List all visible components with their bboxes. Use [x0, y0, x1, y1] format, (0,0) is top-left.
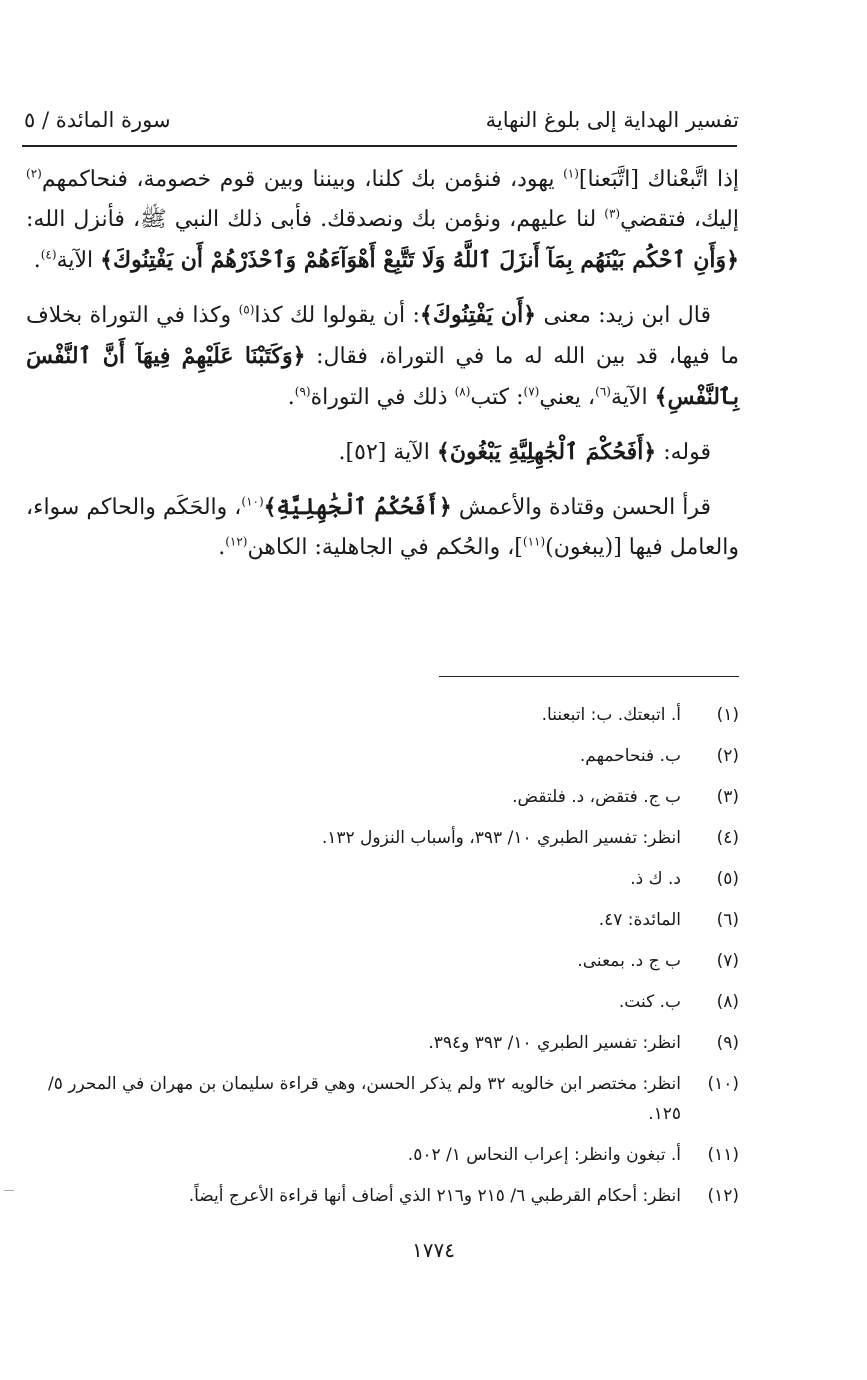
- text-run: ذلك في التوراة: [310, 385, 455, 410]
- text-run: قال ابن زيد: معنى: [536, 303, 711, 328]
- footnote-number: (١٢): [707, 1186, 739, 1206]
- footnote-text: انظر: تفسير الطبري ١٠/ ٣٩٣ و٣٩٤.: [428, 1033, 681, 1053]
- footnote-ref: (١٢): [225, 534, 248, 549]
- footnote-text: انظر: تفسير الطبري ١٠/ ٣٩٣، وأسباب النزول ١٣٢.: [321, 828, 681, 848]
- text-run: يهود، فنؤمن بك كلنا، وبيننا وبين قوم خصومة، فنحاكمهم: [41, 167, 564, 192]
- footnote-number: (١٠): [707, 1074, 739, 1094]
- footnote-item: [26, 741, 739, 771]
- footnote-number: (٤): [716, 828, 739, 848]
- text-run: قرأ الحسن وقتادة والأعمش: [451, 495, 711, 520]
- text-run: إذا اتَّبعْناك [اتَّبَعنا]: [578, 167, 740, 192]
- footnotes-list: [26, 700, 739, 1222]
- text-run: إليك، فتقضي: [620, 207, 739, 232]
- paragraph-1: [26, 160, 739, 281]
- footnote-item: [26, 1028, 739, 1058]
- text-run: وكذا في التوراة بخلاف ما فيها، قد بين الله له ما في التوراة، فقال:: [26, 303, 739, 369]
- paragraph-4: [26, 487, 739, 568]
- footnote-item: [26, 1069, 739, 1129]
- running-header: [24, 100, 739, 140]
- text-run: الآية [٥٢].: [338, 440, 437, 465]
- text-run: ، يعني: [539, 385, 596, 410]
- footnote-item: [26, 1181, 739, 1211]
- footnote-item: [26, 700, 739, 730]
- footnote-text: ب. كنت.: [618, 992, 681, 1012]
- surah-label: سورة المائدة / ٥: [24, 108, 171, 132]
- text-run: الآية: [610, 385, 655, 410]
- footnote-ref: (١١): [522, 534, 546, 549]
- quran-verse: ﴿وَكَتَبْنَا عَلَيْهِمْ فِيهَآ أَنَّ ٱلنَّفْسَ بِٱلنَّفْسِ﴾: [26, 343, 739, 410]
- footnote-text: ب ج د. بمعنى.: [577, 951, 681, 971]
- text-run: .: [218, 535, 226, 560]
- footnote-number: (١): [716, 705, 739, 725]
- text-run: قوله:: [656, 440, 711, 465]
- footnote-text: انظر: مختصر ابن خالويه ٣٢ ولم يذكر الحسن، وهي قراءة سليمان بن مهران في المحرر ٥/ ١٢٥.: [47, 1074, 681, 1124]
- footnote-ref: (٧): [523, 384, 540, 399]
- footnote-item: [26, 782, 739, 812]
- footnote-ref: (٥): [238, 302, 255, 317]
- footnote-text: د. ك ذ.: [630, 869, 681, 889]
- footnote-item: [26, 1140, 739, 1170]
- footnote-number: (٧): [716, 951, 739, 971]
- footnote-text: انظر: أحكام القرطبي ٦/ ٢١٥ و٢١٦ الذي أضاف أنها قراءة الأعرج أيضاً.: [188, 1186, 681, 1206]
- footnote-number: (٣): [716, 787, 739, 807]
- text-run: ، والحَكَم والحاكم سواء، والعامل فيها [(يبغون): [26, 495, 739, 560]
- text-run: .: [287, 385, 295, 410]
- footnote-ref: (٢): [26, 166, 42, 181]
- footnote-text: ب. فنحاحمهم.: [579, 746, 681, 766]
- quran-verse: ﴿أَن يَفْتِنُوكَ﴾: [419, 302, 537, 328]
- footnote-ref: (٩): [294, 384, 311, 399]
- paragraph-3: [26, 432, 739, 473]
- text-run: : أن يقولوا لك كذا: [254, 303, 420, 328]
- footnote-text: المائدة: ٤٧.: [598, 910, 681, 930]
- text-run: لنا عليهم، ونؤمن بك ونصدقك. فأبى ذلك النبي ﷺ، فأنزل الله:: [26, 207, 605, 232]
- footnote-number: (٥): [716, 869, 739, 889]
- quran-verse: ﴿أَفَحُكْمُ ٱلْجَٰهِلِيَّةِ﴾: [263, 494, 452, 520]
- footnote-text: أ. اتبعتك. ب: اتبعننا.: [541, 705, 681, 725]
- footnote-text: أ. تبغون وانظر: إعراب النحاس ١/ ٥٠٢.: [407, 1145, 681, 1165]
- text-run: ]، والحُكم في الجاهلية: الكاهن: [247, 535, 523, 560]
- footnote-text: ب ج. فتقض، د. فلتقض.: [512, 787, 681, 807]
- footnote-separator: [439, 676, 739, 677]
- text-run: .: [33, 248, 41, 273]
- footnote-number: (٦): [716, 910, 739, 930]
- footnote-ref: (٣): [604, 206, 621, 221]
- footnote-ref: (٦): [595, 384, 611, 399]
- footnote-ref: (٤): [40, 247, 57, 262]
- footnote-number: (٨): [716, 992, 739, 1012]
- footnote-ref: (١٠): [241, 494, 264, 509]
- header-rule: [22, 145, 737, 147]
- paragraph-2: [26, 295, 739, 418]
- margin-mark: [4, 1190, 14, 1191]
- footnote-item: [26, 987, 739, 1017]
- text-run: : كتب: [470, 385, 524, 410]
- footnote-number: (٩): [716, 1033, 739, 1053]
- quran-verse: ﴿أَفَحُكْمَ ٱلْجَٰهِلِيَّةِ يَبْغُونَ﴾: [436, 439, 657, 465]
- page-number: ١٧٧٤: [412, 1238, 455, 1262]
- footnote-number: (٢): [716, 746, 739, 766]
- main-text: [26, 160, 739, 582]
- footnote-item: [26, 905, 739, 935]
- footnote-ref: (١): [563, 166, 579, 181]
- footnote-item: [26, 864, 739, 894]
- text-run: الآية: [56, 248, 101, 273]
- footnote-item: [26, 823, 739, 853]
- quran-verse: ﴿وَأَنِ ٱحْكُم بَيْنَهُم بِمَآ أَنزَلَ ٱللَّهُ وَلَا تَتَّبِعْ أَهْوَآءَهُمْ وَٱحْذَرْهُمْ أَن يَفْتِنُوكَ﴾: [100, 247, 739, 273]
- footnote-number: (١١): [707, 1145, 739, 1165]
- footnote-ref: (٨): [454, 384, 471, 399]
- footnote-item: [26, 946, 739, 976]
- book-title: تفسير الهداية إلى بلوغ النهاية: [485, 108, 739, 132]
